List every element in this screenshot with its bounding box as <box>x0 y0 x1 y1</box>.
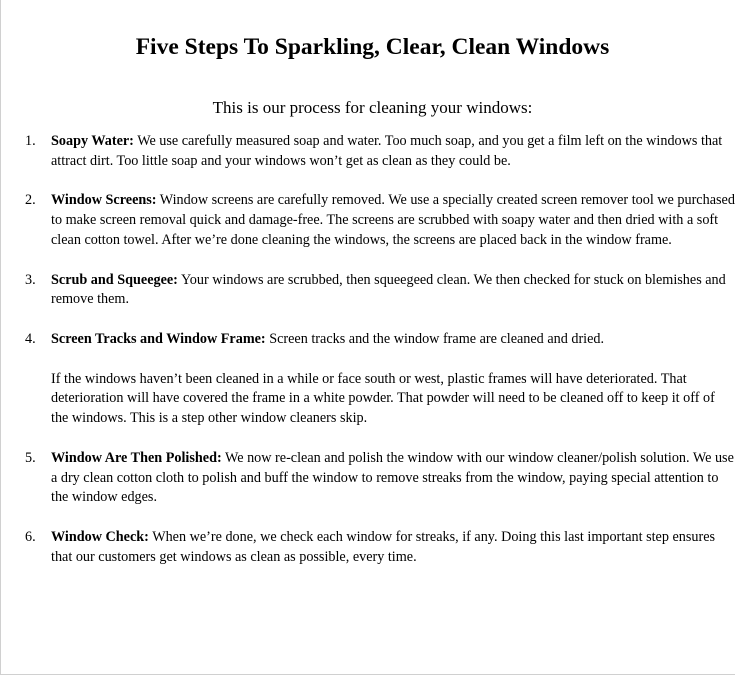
document-title: Five Steps To Sparkling, Clear, Clean Windows <box>135 34 610 60</box>
step-item-screen-tracks <box>25 330 735 429</box>
step-item-polished <box>25 449 735 508</box>
step-text: Your windows are scrubbed, then squeegeed clean. We then checked for stuck on blemishes and remove them. <box>51 271 726 308</box>
step-number: 6. <box>25 528 36 545</box>
step-item-window-check <box>25 528 735 568</box>
step-heading: Screen Tracks and Window Frame: <box>51 330 266 347</box>
step-heading: Scrub and Squeegee: <box>51 271 178 288</box>
step-item-window-screens <box>25 191 735 250</box>
step-text: When we’re done, we check each window for streaks, if any. Doing this last important step ensures that our customers get windows as clean as possible, every time. <box>51 528 716 565</box>
step-heading: Window Check: <box>51 528 149 545</box>
step-text: Window screens are carefully removed. We use a specially created screen remover tool we purchased to make screen removal quick and damage-free. The screens are scrubbed with soapy water and then dried with a soft clean cotton towel. After we’re done cleaning the windows, the screens are placed back in the window frame. <box>51 192 735 248</box>
step-number: 4. <box>25 330 36 347</box>
step-text: We now re-clean and polish the window with our window cleaner/polish solution. We use a dry clean cotton cloth to polish and buff the window to remove streaks from the window, paying special attention to the window edges. <box>51 449 734 506</box>
step-number: 3. <box>25 271 36 288</box>
step-number: 1. <box>25 133 36 149</box>
steps-list <box>25 132 735 587</box>
step-heading: Window Screens: <box>51 192 157 209</box>
step-text: Screen tracks and the window frame are cleaned and dried. <box>269 330 605 347</box>
step-body <box>51 449 735 508</box>
step-body <box>51 132 735 172</box>
step-text: We use carefully measured soap and water. Too much soap, and you get a film left on the windows that attract dirt. Too little soap and your windows won’t get as clean as they could be. <box>51 133 723 169</box>
intro-text: This is our process for cleaning your windows: <box>212 98 533 117</box>
step-item-scrub-and-squeegee <box>25 271 735 311</box>
step-heading: Window Are Then Polished: <box>51 449 222 466</box>
step-item-soapy-water <box>25 132 735 172</box>
step-body <box>51 528 735 568</box>
step-body <box>51 330 735 350</box>
step-number: 2. <box>25 192 36 209</box>
step-number: 5. <box>25 449 36 466</box>
step-extra-paragraph: If the windows haven’t been cleaned in a while or face south or west, plastic frames will have deteriorated. That deterioration will have covered the frame in a white powder. That powder will need to be cleaned off to keep it off of the windows. This is a step other window cleaners skip. <box>51 370 715 427</box>
step-body <box>51 191 735 250</box>
step-body <box>51 271 735 311</box>
step-heading: Soapy Water: <box>51 133 134 149</box>
